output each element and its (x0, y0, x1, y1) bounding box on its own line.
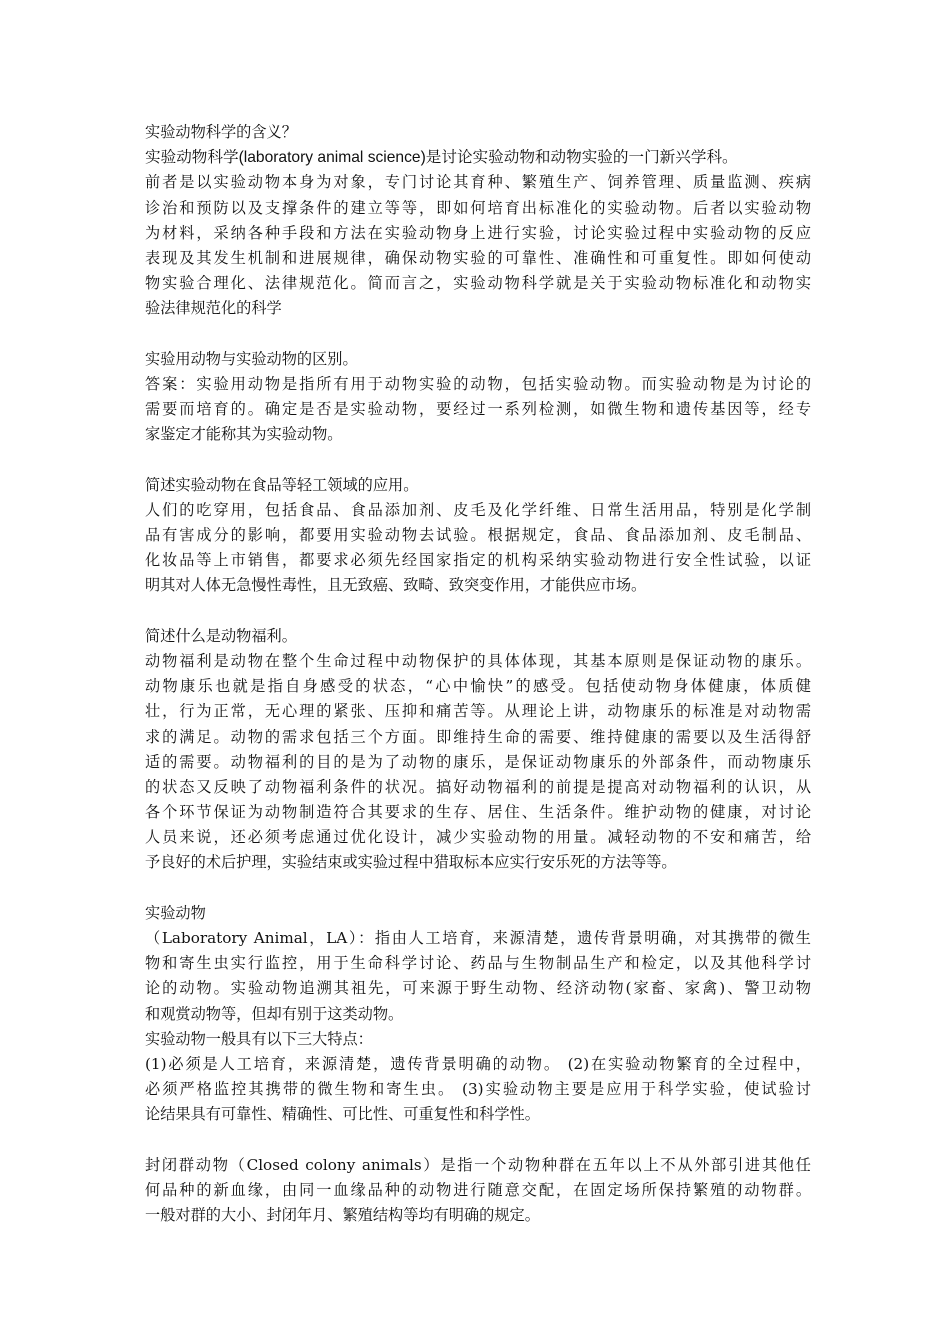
paragraph-line: 壮，行为正常，无心理的紧张、压抑和痛苦等。从理论上讲，动物康乐的标准是对动物需 (145, 702, 811, 721)
paragraph-line: 人们的吃穿用，包括食品、食品添加剂、皮毛及化学纤维、日常生活用品，特别是化学制 (145, 500, 811, 519)
paragraph-spacer (145, 322, 811, 347)
paragraph-line: 答案：实验用动物是指所有用于动物实验的动物，包括实验动物。而实验动物是为讨论的 (145, 374, 811, 393)
paragraph-line: 物和寄生虫实行监控，用于生命科学讨论、药品与生物制品生产和检定，以及其他科学讨 (145, 954, 811, 973)
paragraph-line: 求的满足。动物的需求包括三个方面。即维持生命的需要、维持健康的需要以及生活得舒 (145, 727, 811, 746)
section-animal-welfare (145, 624, 811, 876)
paragraph-spacer (145, 1128, 811, 1153)
section-lab-animals (145, 901, 811, 1128)
paragraph-line: 化妆品等上市销售，都要求必须先经国家指定的机构采纳实验动物进行安全性试验，以证 (145, 551, 811, 570)
paragraph-line: 一般对群的大小、封闭年月、繁殖结构等均有明确的规定。 (145, 1206, 540, 1225)
paragraph-line: 需要而培育的。确定是否是实验动物，要经过一系列检测，如微生物和遗传基因等，经专 (145, 400, 811, 419)
paragraph-line: 实验动物一般具有以下三大特点： (145, 1029, 373, 1048)
definition-line: 实验动物科学(laboratory animal science)是讨论实验动物和动物实验的一门新兴学科。 (145, 149, 738, 167)
paragraph-line: 诊治和预防以及支撑条件的建立等等，即如何培育出标准化的实验动物。后者以实验动物 (145, 198, 811, 217)
paragraph-line: 的状态又反映了动物福利条件的状况。搞好动物福利的前提是提高对动物福利的认识，从 (145, 777, 811, 796)
paragraph-line: 和观赏动物等，但却有别于这类动物。 (145, 1004, 404, 1023)
heading-lab-animals: 实验动物 (145, 903, 206, 922)
paragraph-line: 论的动物。实验动物追溯其祖先，可来源于野生动物、经济动物(家畜、家禽)、警卫动物 (145, 979, 811, 998)
paragraph-line: 为材料，采纳各种手段和方法在实验动物身上进行实验，讨论实验过程中实验动物的反应 (145, 223, 811, 242)
paragraph-line: 动物康乐也就是指自身感受的状态，“心中愉快”的感受。包括使动物身体健康，体质健 (145, 677, 811, 696)
section-closed-colony (145, 1153, 811, 1229)
section-food-industry (145, 473, 811, 599)
paragraph-line: 动物福利是动物在整个生命过程中动物保护的具体体现，其基本原则是保证动物的康乐。 (145, 651, 811, 670)
section-difference (145, 347, 811, 448)
paragraph-line: 论结果具有可靠性、精确性、可比性、可重复性和科学性。 (145, 1105, 540, 1124)
document-page (145, 120, 811, 1228)
paragraph-line: (1)必须是人工培育，来源清楚，遗传背景明确的动物。 (2)在实验动物繁育的全过程中， (145, 1054, 811, 1073)
paragraph-line: （Laboratory Animal，LA）：指由人工培育，来源清楚，遗传背景明确，对其携带的微生 (145, 929, 811, 947)
paragraph-line: 人员来说，还必须考虑通过优化设计，减少实验动物的用量。减轻动物的不安和痛苦，给 (145, 828, 811, 847)
paragraph-line: 封闭群动物（Closed colony animals）是指一个动物种群在五年以上不从外部引进其他任 (145, 1155, 811, 1174)
paragraph-line: 物实验合理化、法律规范化。简而言之，实验动物科学就是关于实验动物标准化和动物实 (145, 274, 811, 293)
paragraph-line: 适的需要。动物福利的目的是为了动物的康乐，是保证动物康乐的外部条件，而动物康乐 (145, 752, 811, 771)
paragraph-line: 各个环节保证为动物制造符合其要求的生存、居住、生活条件。维护动物的健康，对讨论 (145, 803, 811, 822)
paragraph-line: 品有害成分的影响，都要用实验动物去试验。根据规定，食品、食品添加剂、皮毛制品、 (145, 526, 811, 544)
heading-animal-welfare: 简述什么是动物福利。 (145, 626, 297, 645)
paragraph-line: 明其对人体无急慢性毒性，且无致癌、致畸、致突变作用，才能供应市场。 (145, 576, 647, 595)
paragraph-spacer (145, 876, 811, 901)
paragraph-line: 验法律规范化的科学 (145, 299, 282, 318)
paragraph-line: 表现及其发生机制和进展规律，确保动物实验的可靠性、准确性和可重复性。即如何使动 (145, 248, 811, 267)
section-lab-animal-science (145, 120, 811, 322)
paragraph-line: 家鉴定才能称其为实验动物。 (145, 425, 343, 444)
paragraph-line: 予良好的术后护理，实验结束或实验过程中猎取标本应实行安乐死的方法等等。 (145, 853, 677, 872)
paragraph-line: 前者是以实验动物本身为对象，专门讨论其育种、繁殖生产、饲养管理、质量监测、疾病 (145, 173, 811, 192)
heading-difference: 实验用动物与实验动物的区别。 (145, 349, 358, 368)
heading-lab-animal-science: 实验动物科学的含义？ (145, 123, 297, 141)
paragraph-line: 必须严格监控其携带的微生物和寄生虫。 (3)实验动物主要是应用于科学实验，使试验讨 (145, 1080, 811, 1099)
paragraph-spacer (145, 447, 811, 472)
heading-food-industry: 简述实验动物在食品等轻工领域的应用。 (145, 475, 419, 494)
paragraph-line: 何品种的新血缘，由同一血缘品种的动物进行随意交配，在固定场所保持繁殖的动物群。 (145, 1180, 811, 1199)
paragraph-spacer (145, 599, 811, 624)
